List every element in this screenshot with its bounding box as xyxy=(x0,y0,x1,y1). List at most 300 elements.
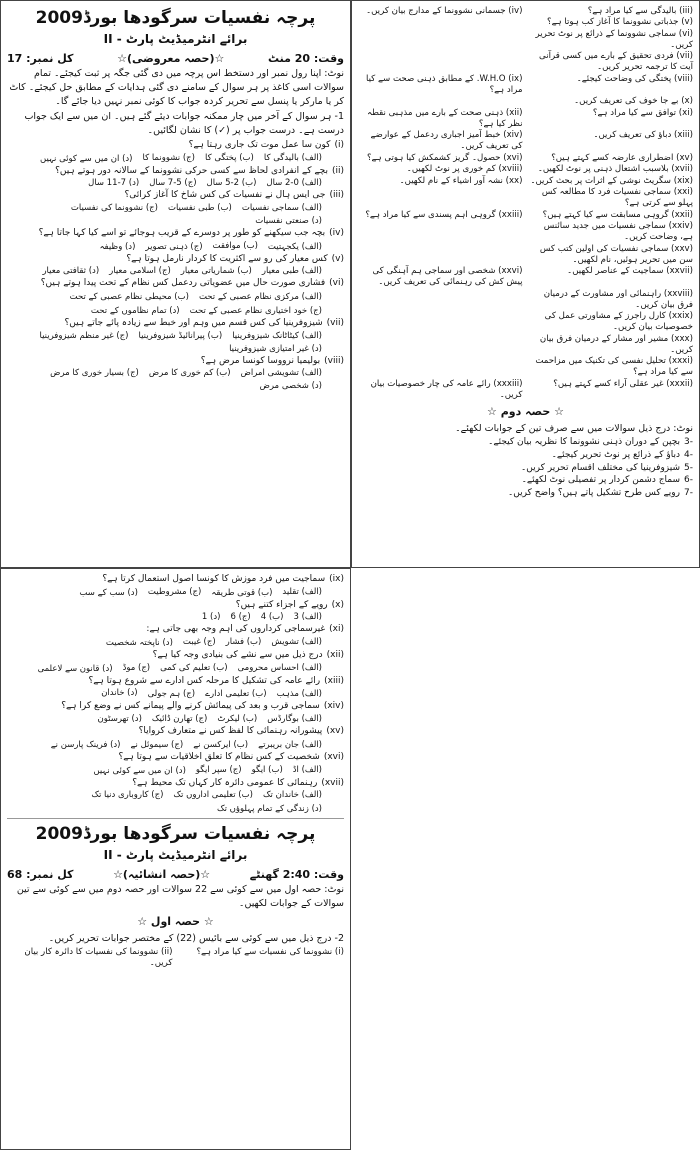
mcq-option: (ج) ہم جولی xyxy=(147,689,196,700)
paper2-title: پرچہ نفسیات سرگودھا بورڈ2009 xyxy=(35,824,316,845)
mcq-options xyxy=(7,241,322,252)
long-question-text: دباؤ کے ذرائع پر نوٹ تحریر کیجئے۔ xyxy=(551,449,681,460)
short-question-text: سماجیت کے عناصر لکھیں۔ xyxy=(567,266,664,276)
mcq-text: بولیمیا نرووسا کونسا مرض ہے؟ xyxy=(200,355,321,366)
mcq-option: (ب) موافقت xyxy=(212,240,258,251)
long-question xyxy=(358,488,693,500)
paper2-q2-list xyxy=(7,947,344,969)
mcq-options xyxy=(7,153,322,164)
mcq-option: (ب) قوتی طریقہ xyxy=(211,587,273,598)
paper2-q2: 2- درج ذیل میں سے کوئی سے بائیس (22) کے مختصر جوابات تحریر کریں۔ xyxy=(48,932,344,944)
q2-number: (ii) xyxy=(161,947,173,958)
short-question-right xyxy=(529,266,694,288)
mcq-option: (د) صنعتی نفسیات xyxy=(255,215,322,226)
mcq-question xyxy=(7,726,344,738)
short-question-row xyxy=(358,74,693,96)
mcq-option: (د) وظیفہ xyxy=(99,241,136,252)
long-question-list xyxy=(358,437,693,499)
mcq-option: (د) ناپختہ شخصیت xyxy=(105,638,173,649)
short-question-left xyxy=(358,187,523,209)
mcq-question xyxy=(7,650,344,662)
long-question-number: -7 xyxy=(684,488,693,499)
short-question-left xyxy=(358,221,523,243)
mcq-text: رہنمائی کا عمومی دائرہ کار کہاں تک محیط ہے؟ xyxy=(132,777,318,788)
short-question-row xyxy=(358,210,693,221)
short-question-number: (ix) xyxy=(508,73,523,84)
long-question xyxy=(358,437,693,449)
short-question-left xyxy=(358,96,523,107)
mcq-number: (x) xyxy=(331,599,344,610)
mcq-number: (i) xyxy=(334,139,344,150)
paper2-section: ☆(حصہ انشائیہ)☆ xyxy=(113,868,211,882)
mcq-options xyxy=(7,331,322,354)
long-question-number: -5 xyxy=(684,462,693,473)
short-question-number: (xiii) xyxy=(674,130,693,140)
short-question-text: سگریٹ نوشی کے اثرات پر بحث کریں۔ xyxy=(530,175,671,186)
short-question-right xyxy=(529,334,694,356)
mcq-option: (الف) سماجی نفسیات xyxy=(241,202,322,213)
mcq-text: بچہ جب سیکھنے کو طور پر دوسرے کے قریب ہوجائے تو اسے کیا کہا جاتا ہے؟ xyxy=(38,227,326,238)
short-question-left xyxy=(358,29,523,51)
short-question-right xyxy=(529,6,694,17)
mcq-option: (ب) طبی نفسیات xyxy=(167,202,232,213)
short-question-row xyxy=(358,96,693,107)
long-question xyxy=(358,463,693,475)
mcq-option: (الف) تشویش xyxy=(271,637,322,648)
mcq-question xyxy=(7,701,344,713)
divider xyxy=(7,818,344,819)
paper-subtitle: برائے انٹرمیڈیٹ پارٹ - II xyxy=(103,32,248,46)
short-question-text: حصول۔ گریز کشمکش کیا ہوتی ہے؟ xyxy=(366,152,501,163)
short-question-row xyxy=(358,289,693,311)
continuation-panel xyxy=(0,568,351,1150)
paper-time: وقت: 20 منٹ xyxy=(267,52,344,65)
short-question-row xyxy=(358,6,693,17)
paper2-note: نوٹ: حصہ اول میں سے کوئی سے 22 سوالات اور حصہ دوم میں سے کوئی سے تین سوالات کے جوابات لکھیں۔ xyxy=(16,884,344,909)
short-question-text: کم خوری پر نوٹ لکھیں۔ xyxy=(406,164,496,174)
paper-meta xyxy=(7,52,344,65)
paper2-marks: کل نمبر: 68 xyxy=(7,868,74,882)
mcq-option: (د) فرینک پارسن نے xyxy=(50,739,121,750)
short-question-text: شخصی اور سماجی ہم آہنگی کی پیش کش کی رہنمائی کی تعریف کریں۔ xyxy=(372,266,523,287)
mcq-number: (xi) xyxy=(329,624,344,635)
short-question-left xyxy=(358,108,523,130)
mcq-number: (xiv) xyxy=(323,701,344,712)
mcq-options xyxy=(7,203,322,226)
short-question-number: (xx) xyxy=(505,175,523,186)
short-question-number: (x) xyxy=(681,96,693,106)
mcq-option: (ب) کم خوری کا مرض xyxy=(148,368,231,379)
short-question-right xyxy=(529,51,694,73)
mcq-option: (الف) مرکزی نظام عصبی کے تحت xyxy=(198,291,322,302)
short-question-row xyxy=(358,108,693,130)
mcq-option: (د) قانون سے لاعلمی xyxy=(37,663,113,674)
paper-marks: کل نمبر: 17 xyxy=(7,52,74,65)
short-question-left xyxy=(358,356,523,378)
mcq-option: (الف) خاندان تک xyxy=(262,790,322,801)
short-question-text: W.H.O. کے مطابق ذہنی صحت سے کیا مراد ہے؟ xyxy=(365,73,523,95)
q2-number: (i) xyxy=(334,947,344,958)
short-question-right xyxy=(529,29,694,51)
mcq-option: (ج) خود اختیاری نظام عصبی کے تحت xyxy=(189,305,322,316)
mcq-text: بچے کے انفرادی لحاظ سے کسی حرکی نشوونما کے سالانہ دور ہوتے ہیں؟ xyxy=(55,165,328,176)
mcq-text: غیرسماجی کرداروں کی اہم وجہ بھی جاتی ہے: xyxy=(146,624,326,635)
short-question-number: (xxvii) xyxy=(666,266,693,276)
q2-row xyxy=(7,947,344,969)
short-question-text: کارل راجرز کے مشاورتی عمل کی خصوصیات بیان کریں۔ xyxy=(544,311,693,332)
short-question-text: رائے عامہ کی چار خصوصیات بیان کریں۔ xyxy=(370,378,523,400)
short-question-left xyxy=(358,210,523,221)
mcq-options xyxy=(7,368,322,391)
short-question-row xyxy=(358,176,693,187)
mcq-options xyxy=(7,714,322,724)
short-question-left xyxy=(358,334,523,356)
mcq-number: (xvi) xyxy=(323,751,344,762)
short-question-left xyxy=(358,289,523,311)
mcq-option: (د) سب کے سب xyxy=(79,587,138,598)
short-question-row xyxy=(358,164,693,175)
mcq-option: (الف) یکجہتیت xyxy=(267,241,322,252)
short-question-left xyxy=(358,17,523,28)
long-question-text: بچپن کے دوران ذہنی نشوونما کا نظریہ بیان کیجئے۔ xyxy=(488,437,681,448)
short-questions-panel xyxy=(351,0,700,568)
mcq-options xyxy=(7,291,322,316)
mcq-options xyxy=(7,266,322,276)
short-question-text: سماجی نفسیات فرد کا مطالعہ کس پہلو سے کرتی ہے؟ xyxy=(541,187,693,208)
mcq-option: (د) زندگی کے تمام پہلوؤں تک xyxy=(216,804,322,815)
short-question-number: (xxix) xyxy=(668,311,693,321)
mcq-option: (د) غیر امتیازی شیزوفرینیا xyxy=(229,343,322,354)
short-question-row xyxy=(358,221,693,243)
short-question-row xyxy=(358,29,693,51)
short-question-number: (xxviii) xyxy=(663,288,693,299)
short-question-left xyxy=(358,311,523,333)
mcq-number: (xiii) xyxy=(324,675,344,686)
paper2-subtitle: برائے انٹرمیڈیٹ پارٹ - II xyxy=(103,848,248,863)
mcq-option: (ج) مشروطیت xyxy=(147,586,202,597)
short-question-row xyxy=(358,187,693,209)
short-question-left xyxy=(358,130,523,152)
mcq-number: (xii) xyxy=(326,650,344,661)
mcq-options xyxy=(7,790,322,814)
mcq-option: (ج) غیر منظم شیزوفرینیا xyxy=(39,330,129,341)
mcq-option: (د) تھرسٹون xyxy=(97,714,142,725)
mcq-option: (الف) تشویشی امراض xyxy=(240,368,322,379)
long-question-text: سماج دشمن کردار پر تفصیلی نوٹ لکھئے۔ xyxy=(521,475,681,486)
short-question-left xyxy=(358,74,523,96)
mcq-option: (ج) سپر ایگو xyxy=(195,764,242,775)
short-question-text: سماجی نشوونما کے ذرائع پر نوٹ تحریر کریں۔ xyxy=(535,28,693,50)
short-question-text: مشیر اور مشار کے درمیان فرق بیان کریں۔ xyxy=(539,333,693,355)
long-question-text: رویے کس طرح تشکیل پاتے ہیں؟ واضح کریں۔ xyxy=(507,488,681,499)
short-question-number: (xxiii) xyxy=(498,209,523,220)
short-question-text: بے جا خوف کی تعریف کریں۔ xyxy=(574,96,679,106)
short-question-number: (xi) xyxy=(678,107,693,118)
mcq-option: (د) ان میں سے کوئی نہیں xyxy=(40,153,133,164)
mcq-options xyxy=(7,612,322,622)
short-question-text: بلاسبب اشتعال ذہنی پر نوٹ لکھیں۔ xyxy=(537,164,669,174)
short-question-number: (xii) xyxy=(505,107,523,118)
short-question-row xyxy=(358,153,693,164)
mcq-text: رویے کے اجزاء کتنے ہیں؟ xyxy=(235,599,328,610)
short-question-number: (xxv) xyxy=(671,243,693,254)
mcq-question xyxy=(7,778,344,790)
mcq-question xyxy=(7,624,344,636)
mcq-option: (الف) تقلید xyxy=(282,586,322,597)
mcq-option: (الف) احساس محرومی xyxy=(237,662,322,673)
mcq-number: (iv) xyxy=(329,227,344,238)
short-question-right xyxy=(529,311,694,333)
short-question-number: (xv) xyxy=(676,152,693,163)
short-question-text: بالیدگی سے کیا مراد ہے؟ xyxy=(587,5,677,16)
paper2-meta xyxy=(7,868,344,881)
mcq-question xyxy=(7,318,344,330)
short-question-number: (xvii) xyxy=(671,164,693,174)
short-question-right xyxy=(529,289,694,311)
mcq-options xyxy=(7,587,322,598)
short-question-number: (xxiv) xyxy=(668,221,693,231)
mcq-option: (ج) ذہنی تصویر xyxy=(145,241,203,252)
short-question-left xyxy=(358,153,523,164)
mcq-text: شیزوفرینیا کی کس قسم میں وہم اور خبط سے زیادہ پائے جاتے ہیں؟ xyxy=(64,317,323,328)
mcq-option: (ب) پختگی کا xyxy=(204,152,254,163)
mcq-options xyxy=(7,637,322,648)
mcq-option: (د) تمام نظاموں کے تحت xyxy=(90,305,180,316)
short-question-text: اضطراری عارضہ کسے کہتے ہیں؟ xyxy=(551,152,674,163)
short-question-left xyxy=(358,6,523,17)
short-question-number: (xxxii) xyxy=(666,378,693,389)
short-question-right xyxy=(529,130,694,152)
mcq-number: (ix) xyxy=(329,574,344,584)
mcq-text: جی ایس ہال نے نفسیات کی کس شاخ کا آغاز کرائی؟ xyxy=(124,190,326,201)
short-question-right xyxy=(529,153,694,164)
short-question-row xyxy=(358,356,693,378)
short-question-number: (xxx) xyxy=(671,333,693,344)
short-question-right xyxy=(529,176,694,187)
short-question-number: (xvi) xyxy=(503,152,523,163)
mcq-text: پیشورانہ رہنمائی کا لفظ کس نے متعارف کروایا؟ xyxy=(138,726,323,737)
short-question-row xyxy=(358,334,693,356)
short-question-text: فردی تحقیق کے بارے میں کسی قرآنی آیت کا ترجمہ تحریر کریں۔ xyxy=(539,51,693,72)
short-question-right xyxy=(529,379,694,401)
mcq-number: (v) xyxy=(331,253,344,264)
short-question-row xyxy=(358,17,693,28)
mcq-question xyxy=(7,752,344,764)
short-question-right xyxy=(529,244,694,266)
mcq-option: (ج) سیموئل نے xyxy=(130,739,184,750)
paper-note: نوٹ: اپنا رول نمبر اور دستخط اس پرچہ میں دی گئی جگہ پر ثبت کیجئے۔ تمام سوالات اسی کاغذ پر ہر سوال کے سامنے دی گئی ہدایات کے مطابق حل کیجئے۔ کاٹ کر یا مارکر یا پنسل سے تحریر کردہ جواب کا کوئی نمبر نہیں دیا جائے گا۔ xyxy=(9,68,344,107)
short-question-number: (xxxi) xyxy=(668,356,693,366)
short-question-left xyxy=(358,244,523,266)
mcq-option: (ج) اسلامی معیار xyxy=(109,266,171,277)
long-question-number: -4 xyxy=(684,449,693,460)
mcq-option: (ج) نشوونما کی نفسیات xyxy=(70,202,158,213)
mcq-option: (ج) نشوونما کا xyxy=(142,152,195,163)
short-question-list xyxy=(358,6,693,401)
mcq-question xyxy=(7,676,344,688)
mcq-option: (ج) کاروباری دنیا تک xyxy=(91,790,164,801)
short-question-number: (xix) xyxy=(673,175,693,186)
mcq-option: (د) ان میں سے کوئی نہیں xyxy=(93,765,186,776)
short-question-row xyxy=(358,51,693,73)
short-question-number: (xiv) xyxy=(503,130,523,140)
short-question-number: (viii) xyxy=(674,73,693,84)
mcq-text: درج ذیل میں سے نشے کی بنیادی وجہ کیا ہے؟ xyxy=(152,650,323,661)
q2-item xyxy=(179,947,345,969)
mcq-option: (د) 1 xyxy=(201,612,221,623)
short-question-number: (vi) xyxy=(678,28,693,39)
paper2-time: وقت: 2:40 گھنٹے xyxy=(249,868,344,882)
short-question-text: گروہی مسابقت سے کیا کہتے ہیں؟ xyxy=(542,209,669,220)
mcq-option: (ج) بسیار خوری کا مرض xyxy=(50,368,139,379)
mcq-text: سماجی قرب و بعد کی پیمائش کرنے والے پیمانے کس نے وضع کرا ہے؟ xyxy=(61,701,320,712)
long-question-number: -3 xyxy=(684,437,693,448)
mcq-option: (الف) بوگارڈس xyxy=(267,714,322,725)
mcq-option: (الف) 3 xyxy=(293,612,322,623)
short-question-row xyxy=(358,130,693,152)
mcq-option: (الف) 0-2 سال xyxy=(266,178,322,189)
short-question-row xyxy=(358,379,693,401)
short-question-left xyxy=(358,164,523,175)
mcq-number: (vi) xyxy=(329,278,344,289)
mcq-number: (xv) xyxy=(326,726,344,737)
short-question-number: (xxii) xyxy=(671,209,693,220)
long-question-number: -6 xyxy=(684,475,693,486)
mcq-option: (ج) موڈ xyxy=(122,662,151,673)
mcq-number: (viii) xyxy=(324,355,344,366)
short-question-number: (vii) xyxy=(676,51,693,61)
mcq-option: (ب) فشار xyxy=(225,637,262,648)
short-question-number: (iv) xyxy=(508,5,523,16)
mcq-options xyxy=(7,178,322,188)
short-question-text: غیر عقلی آراء کسے کہتے ہیں؟ xyxy=(553,378,664,389)
short-question-row xyxy=(358,266,693,288)
short-question-right xyxy=(529,356,694,378)
short-question-text: راہنمائی اور مشاورت کے درمیان فرق بیان کریں۔ xyxy=(543,288,693,310)
q2-item xyxy=(7,947,173,969)
mcq-option: (الف) کیٹاٹانک شیزوفرینیا xyxy=(232,330,322,341)
mcq-list-continued xyxy=(7,574,344,814)
short-question-number: (iii) xyxy=(679,5,693,16)
q2-text: نشوونما کی نفسیات سے کیا مراد ہے؟ xyxy=(196,947,333,958)
long-question xyxy=(358,450,693,462)
mcq-option: (د) خاندان xyxy=(101,688,138,699)
mcq-option: (ب) تعلیمی ادارے xyxy=(205,689,267,700)
short-question-text: سماجی نفسیات میں جدید سائنس ہے، وضاحت کریں۔ xyxy=(543,221,693,242)
mcq-option: (ب) 2-5 سال xyxy=(206,178,257,189)
mcq-text: فشاری صورت حال میں عضویاتی ردعمل کس نظام کے تحت پیدا ہوتے ہیں؟ xyxy=(40,278,326,289)
section-two-heading: ☆ حصہ دوم ☆ xyxy=(487,404,564,418)
long-question-text: شیزوفرینیا کی مختلف اقسام تحریر کریں۔ xyxy=(520,462,681,473)
mcq-question xyxy=(7,356,344,368)
mcq-number: (xvii) xyxy=(321,777,344,788)
short-question-right xyxy=(529,74,694,96)
mcq-list xyxy=(7,140,344,392)
mcq-option: (ب) ایگو xyxy=(251,764,283,775)
short-question-text: تحلیل نفسی کی تکنیک میں مزاحمت سے کیا مراد ہے؟ xyxy=(535,356,693,377)
short-question-left xyxy=(358,176,523,187)
mcq-question xyxy=(7,254,344,266)
short-question-right xyxy=(529,108,694,130)
mcq-option: (الف) مذہب xyxy=(276,689,322,700)
short-question-number: (xxxiii) xyxy=(493,378,523,389)
mcq-text: کس معیار کی رو سے اکثریت کا کردار نارمل ہوتا ہے؟ xyxy=(126,253,328,264)
short-question-right xyxy=(529,221,694,243)
short-question-text: نشہ آور اشیاء کے نام لکھیں۔ xyxy=(399,175,503,186)
mcq-option: (د) 7-11 سال xyxy=(88,178,140,189)
mcq-option: (ج) تھارن ڈائیک xyxy=(151,714,208,725)
long-question xyxy=(358,475,693,487)
short-question-text: خبط آمیز اجباری ردعمل کے عوارضے کی تعریف کریں۔ xyxy=(370,130,523,151)
mcq-option: (الف) بالیدگی کا xyxy=(263,152,322,163)
paper-title: پرچہ نفسیات سرگودھا بورڈ2009 xyxy=(35,8,316,28)
mcq-option: (ب) تعلیم کی کمی xyxy=(160,662,228,673)
short-question-text: جسمانی نشوونما کے مدارج بیان کریں۔ xyxy=(366,5,506,16)
mcq-question xyxy=(7,278,344,290)
mcq-option: (ب) ایرکسن نے xyxy=(193,739,249,750)
mcq-option: (ج) 6 xyxy=(230,612,251,623)
short-question-text: توافق سے کیا مراد ہے؟ xyxy=(592,107,677,118)
short-question-right xyxy=(529,210,694,221)
short-question-right xyxy=(529,187,694,209)
short-question-text: سماجی نفسیات کی اولین کتب کس سن میں تحریر ہوئیں، نام لکھیں۔ xyxy=(539,243,693,265)
short-question-text: ذہنی صحت کے بارے میں مذہبی نقطہ نظر کیا ہے؟ xyxy=(367,107,523,129)
mcq-option: (الف) طبی معیار xyxy=(261,266,322,277)
mcq-options xyxy=(7,765,322,776)
short-question-number: (xxvi) xyxy=(498,266,523,276)
mcq-number: (iii) xyxy=(329,190,344,201)
mcq-option: (ج) غیبت xyxy=(182,637,216,648)
mcq-option: (د) ثقافتی معیار xyxy=(42,266,100,277)
paper2-part1-heading: ☆ حصہ اول ☆ xyxy=(137,914,214,928)
mcq-question xyxy=(7,600,344,612)
objective-paper-panel xyxy=(0,0,351,568)
short-question-number: (xviii) xyxy=(498,164,523,174)
mcq-option: (ب) شماریاتی معیار xyxy=(180,266,252,277)
short-question-text: دباؤ کی تعریف کریں۔ xyxy=(593,130,672,140)
q2-text: نشوونما کی نفسیات کا دائرہ کار بیان کریں۔ xyxy=(24,947,173,969)
mcq-question xyxy=(7,228,344,240)
short-question-left xyxy=(358,51,523,73)
mcq-text: رائے عامہ کی تشکیل کا مرحلہ کس ادارے سے شروع ہوتا ہے؟ xyxy=(88,675,321,686)
mcq-number: (vii) xyxy=(326,317,344,328)
short-question-row xyxy=(358,244,693,266)
mcq-text: کون سا عمل موت تک جاری رہتا ہے؟ xyxy=(188,139,331,150)
paper-section: ☆(حصہ معروضی)☆ xyxy=(117,52,225,65)
short-question-right xyxy=(529,96,694,107)
section-two-note: نوٹ: درج ذیل سوالات میں سے صرف تین کے جوابات لکھئے۔ xyxy=(455,422,693,434)
mcq-option: (ب) پیرانائیڈ شیزوفرینیا xyxy=(138,330,223,341)
short-question-left xyxy=(358,379,523,401)
mcq-option: (ج) 5-7 سال xyxy=(149,178,197,189)
mcq-question xyxy=(7,574,344,586)
short-question-number: (xxi) xyxy=(673,187,693,197)
mcq-question xyxy=(7,140,344,152)
mcq-option: (ب) محیطی نظام عصبی کے تحت xyxy=(69,291,189,302)
short-question-right xyxy=(529,164,694,175)
short-question-left xyxy=(358,266,523,288)
short-question-text: جذباتی نشوونما کا آغاز کب ہوتا ہے؟ xyxy=(547,17,679,27)
mcq-text: شخصیت کے کس نظام کا تعلق اخلاقیات سے ہوتا ہے؟ xyxy=(118,751,320,762)
short-question-text: پختگی کی وضاحت کیجئے۔ xyxy=(576,73,672,84)
mcq-option: (د) شخصی مرض xyxy=(259,381,322,392)
mcq-option: (ب) لیکرٹ xyxy=(217,714,258,725)
mcq-option: (ب) 4 xyxy=(260,612,284,623)
short-question-text: گروہی اہم پسندی سے کیا مراد ہے؟ xyxy=(365,209,496,220)
mcq-question xyxy=(7,190,344,202)
short-question-row xyxy=(358,311,693,333)
mcq-option: (الف) جان بریبرتے xyxy=(258,739,322,750)
